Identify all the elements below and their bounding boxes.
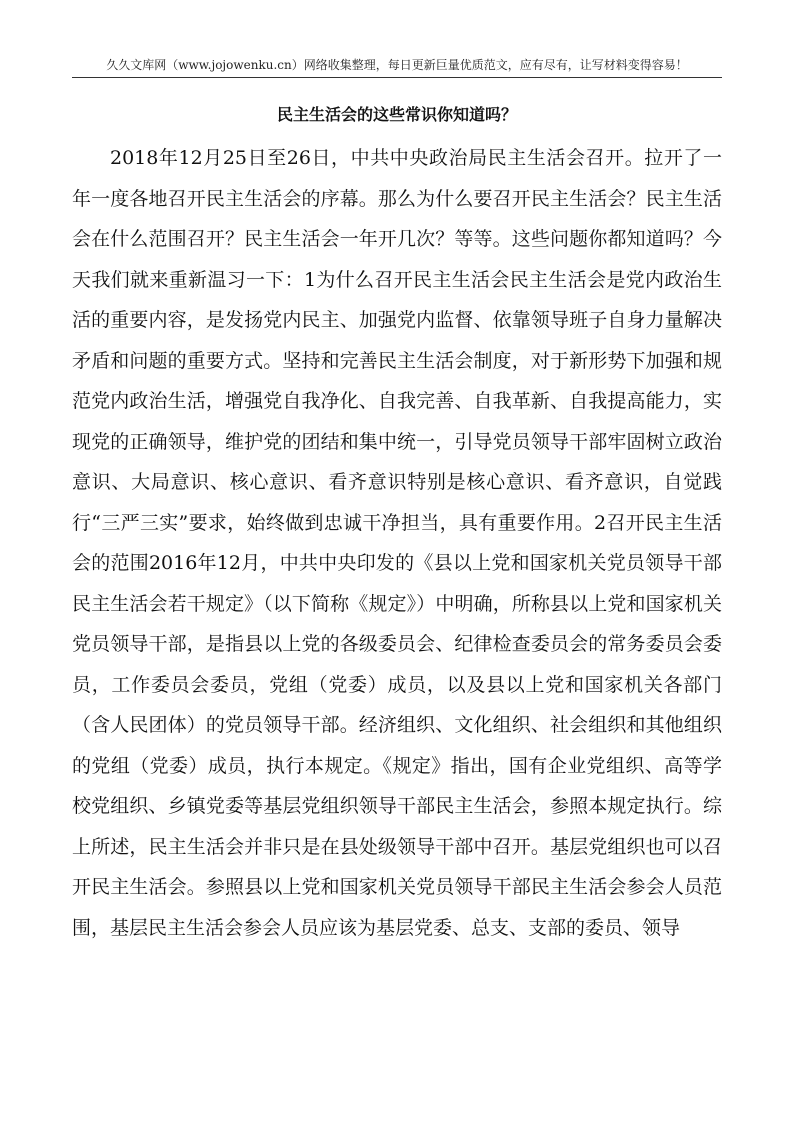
document-body-paragraph: 2018年12月25日至26日，中共中央政治局民主生活会召开。拉开了一年一度各地召开民主生活会的序幕。那么为什么要召开民主生活会？民主生活会在什么范围召开？民主生活会一年开几次？等等。这些问题你都知道吗？今天我们就来重新温习一下：1为什么召开民主生活会民主生活会是党内政治生活的重要内容，是发扬党内民主、加强党内监督、依靠领导班子自身力量解决矛盾和问题的重要方式。坚持和完善民主生活会制度，对于新形势下加强和规范党内政治生活，增强党自我净化、自我完善、自我革新、自我提高能力，实现党的正确领导，维护党的团结和集中统一，引导党员领导干部牢固树立政治意识、大局意识、核心意识、看齐意识特别是核心意识、看齐意识，自觉践行“三严三实”要求，始终做到忠诚干净担当，具有重要作用。2召开民主生活会的范围2016年12月，中共中央印发的《县以上党和国家机关党员领导干部民主生活会若干规定》（以下简称《规定》）中明确，所称县以上党和国家机关党员领导干部，是指县以上党的各级委员会、纪律检查委员会的常务委员会委员，工作委员会委员，党组（党委）成员，以及县以上党和国家机关各部门（含人民团体）的党员领导干部。经济组织、文化组织、社会组织和其他组织的党组（党委）成员，执行本规定。《规定》指出，国有企业党组织、高等学校党组织、乡镇党委等基层党组织领导干部民主生活会，参照本规定执行。综上所述，民主生活会并非只是在县处级领导干部中召开。基层党组织也可以召开民主生活会。参照县以上党和国家机关党员领导干部民主生活会参会人员范围，基层民主生活会参会人员应该为基层党委、总支、支部的委员、领导	[72, 147, 722, 939]
header-divider	[72, 77, 722, 78]
document-title: 民主生活会的这些常识你知道吗？	[276, 105, 517, 124]
page-header-notice: 久久文库网（www.jojowenku.cn）网络收集整理，每日更新巨量优质范文，应有尽有，让写材料变得容易！	[106, 58, 688, 72]
